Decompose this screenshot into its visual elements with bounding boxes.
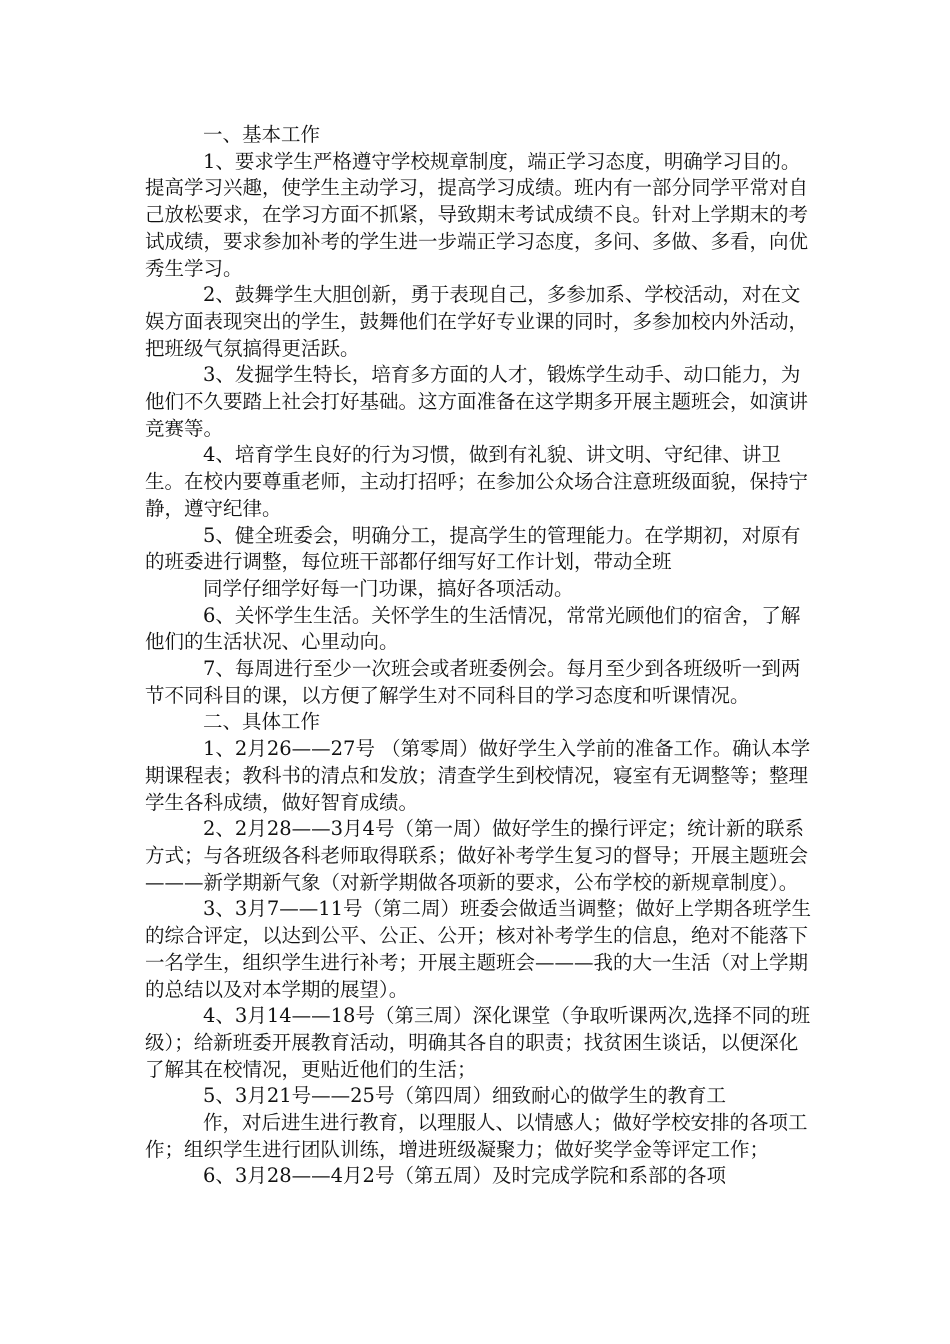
paragraph-item-4: 4、培育学生良好的行为习惯，做到有礼貌、讲文明、守纪律、讲卫生。在校内要尊重老师，主动打招呼；在参加公众场合注意班级面貌，保持宁静，遵守纪律。	[145, 443, 809, 520]
paragraph-item-5-continued: 同学仔细学好每一门功课，搞好各项活动。	[203, 576, 574, 600]
paragraph-item-6: 6、关怀学生生活。关怀学生的生活情况，常常光顾他们的宿舍，了解他们的生活状况、心里动向。	[145, 603, 801, 654]
paragraph-item-3: 3、发掘学生特长，培育多方面的人才，锻炼学生动手、动口能力，为他们不久要踏上社会打好基础。这方面准备在这学期多开展主题班会，如演讲竞赛等。	[145, 363, 809, 440]
paragraph-week-1: 2、2月28——3月4号（第一周）做好学生的操行评定；统计新的联系方式；与各班级各科老师取得联系；做好补考学生复习的督导；开展主题班会———新学期新气象（对新学期做各项新的要求，公布学校的新规章制度）。	[145, 817, 809, 894]
paragraph-item-1: 1、要求学生严格遵守学校规章制度，端正学习态度，明确学习目的。提高学习兴趣，使学生主动学习，提高学习成绩。班内有一部分同学平常对自己放松要求，在学习方面不抓紧，导致期末考试成绩不良。针对上学期末的考试成绩，要求参加补考的学生进一步端正学习态度，多问、多做、多看，向优秀生学习。	[145, 149, 809, 280]
paragraph-week-4-continued: 作，对后进生进行教育，以理服人、以情感人；做好学校安排的各项工作；组织学生进行团队训练，增进班级凝聚力；做好奖学金等评定工作；	[145, 1111, 808, 1161]
paragraph-item-7: 7、每周进行至少一次班会或者班委例会。每月至少到各班级听一到两节不同科目的课，以方便了解学生对不同科目的学习态度和听课情况。	[145, 657, 801, 707]
paragraph-week-3: 4、3月14——18号（第三周）深化课堂（争取听课两次,选择不同的班级）；给新班委开展教育活动，明确其各自的职责；找贫困生谈话，以便深化了解其在校情况，更贴近他们的生活；	[145, 1004, 811, 1081]
document-body	[145, 122, 815, 1190]
paragraph-week-2: 3、3月7——11号（第二周）班委会做适当调整；做好上学期各班学生的综合评定，以达到公平、公正、公开；核对补考学生的信息，绝对不能落下一名学生，组织学生进行补考；开展主题班会———我的大一生活（对上学期的总结以及对本学期的展望）。	[145, 897, 812, 1001]
section-heading-basic-work: 一、基本工作	[203, 123, 321, 146]
paragraph-week-0: 1、2月26——27号 （第零周）做好学生入学前的准备工作。确认本学期课程表；教科书的清点和发放；清查学生到校情况，寝室有无调整等；整理学生各科成绩，做好智育成绩。	[145, 737, 811, 814]
paragraph-item-5: 5、健全班委会，明确分工，提高学生的管理能力。在学期初，对原有的班委进行调整，每位班干部都仔细写好工作计划，带动全班	[145, 523, 801, 574]
section-heading-specific-work: 二、具体工作	[203, 710, 321, 734]
paragraph-week-4: 5、3月21号——25号（第四周）细致耐心的做学生的教育工	[203, 1084, 726, 1108]
paragraph-item-2: 2、鼓舞学生大胆创新，勇于表现自己，多参加系、学校活动，对在文娱方面表现突出的学生，鼓舞他们在学好专业课的同时，多参加校内外活动，把班级气氛搞得更活跃。	[145, 283, 809, 360]
paragraph-week-5: 6、3月28——4月2号（第五周）及时完成学院和系部的各项	[203, 1164, 726, 1188]
